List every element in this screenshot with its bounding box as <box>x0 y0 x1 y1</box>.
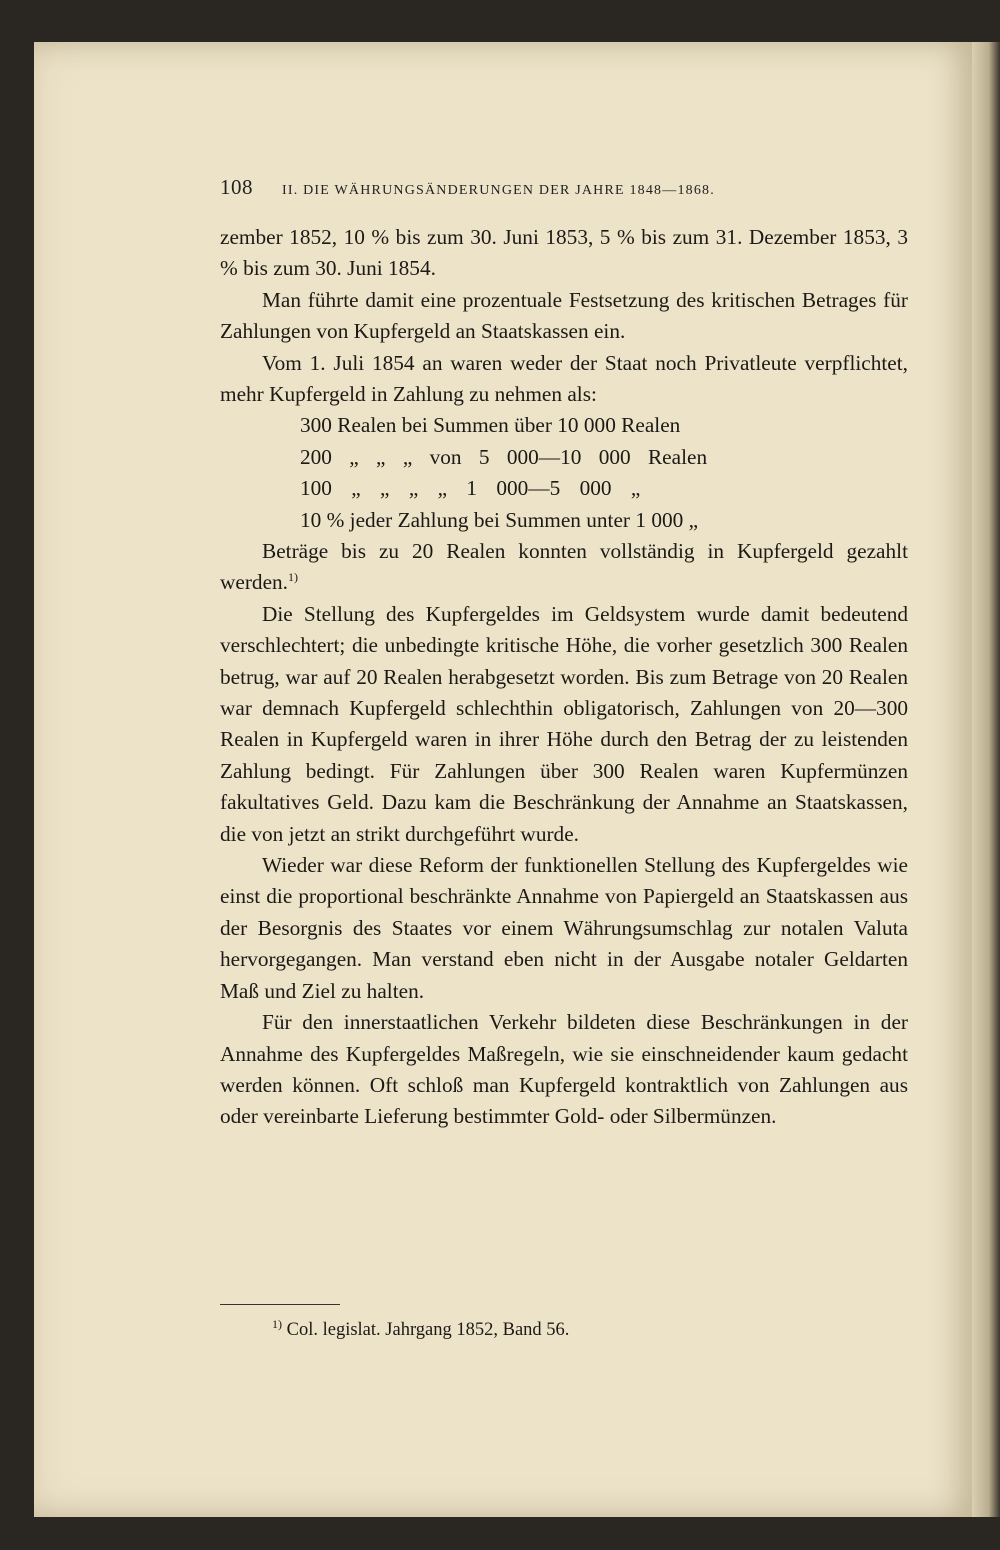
table-row: 200 „ „ „ von 5 000—10 000 Realen <box>300 444 708 469</box>
paragraph-5: Die Stellung des Kupfergeldes im Geldsystem wurde damit bedeutend verschlechtert; die unbedingte kritische Höhe, die vorher gesetzlich 300 Realen betrug, war auf 20 Realen herabgesetzt worden. Bis zum Betrage von 20 Realen war demnach Kupfergeld schlechthin obligatorisch, Zahlungen von 20—300 Realen in Kupfergeld waren in ihrer Höhe durch den Betrag der zu leistenden Zahlung bedingt. Für Zahlungen über 300 Realen waren Kupfermünzen fakultatives Geld. Dazu kam die Beschränkung der Annahme an Staatskassen, die von jetzt an strikt durchgeführt wurde. <box>220 601 908 846</box>
running-header <box>220 175 910 200</box>
footnote-rule <box>220 1304 340 1305</box>
paragraph-3: Vom 1. Juli 1854 an waren weder der Staat noch Privatleute verpflichtet, mehr Kupfergeld in Zahlung zu nehmen als: <box>220 350 908 407</box>
paragraph-7: Für den innerstaatlichen Verkehr bildeten diese Beschränkungen in der Annahme des Kupfergeldes Maßregeln, wie sie einschneidender kaum gedacht werden können. Oft schloß man Kupfergeld kontraktlich von Zahlungen aus oder vereinbarte Lieferung bestimmter Gold- oder Silbermünzen. <box>220 1010 908 1129</box>
footnote-mark: 1) <box>272 1316 282 1331</box>
footnote <box>272 1316 912 1341</box>
paragraph-4: Beträge bis zu 20 Realen konnten vollständig in Kupfergeld gezahlt werden.$^{1)}$ <box>220 539 908 595</box>
footnote-reference: 1) <box>288 570 298 585</box>
paragraph-1: zember 1852, 10 % bis zum 30. Juni 1853, 5 % bis zum 31. Dezember 1853, 3 % bis zum 30. Juni 1854. <box>220 225 908 281</box>
footnote-text: Col. legislat. Jahrgang 1852, Band 56. <box>286 1320 570 1340</box>
table-row: 300 Realen bei Summen über 10 000 Realen <box>300 413 681 438</box>
page-number: 108 <box>220 175 253 199</box>
table-row: 100 „ „ „ „ 1 000—5 000 „ <box>300 476 641 501</box>
paragraph-2: Man führte damit eine prozentuale Festsetzung des kritischen Betrages für Zahlungen von Kupfergeld an Staatskassen ein. <box>220 287 908 344</box>
paragraph-6: Wieder war diese Reform der funktionellen Stellung des Kupfergeldes wie einst die proportional beschränkte Annahme von Papiergeld an Staatskassen aus der Besorgnis des Staates vor einem Währungsumschlag zur notalen Valuta hervorgegangen. Man verstand eben nicht in der Ausgabe notaler Geldarten Maß und Ziel zu halten. <box>220 853 908 1003</box>
copper-limit-table <box>220 410 908 536</box>
running-head-title: II. DIE WÄHRUNGSÄNDERUNGEN DER JAHRE 1848—1868. <box>282 183 715 198</box>
body-text <box>220 222 908 1133</box>
table-row: 10 % jeder Zahlung bei Summen unter 1 000 „ <box>300 507 699 532</box>
page-edge <box>972 42 1000 1517</box>
